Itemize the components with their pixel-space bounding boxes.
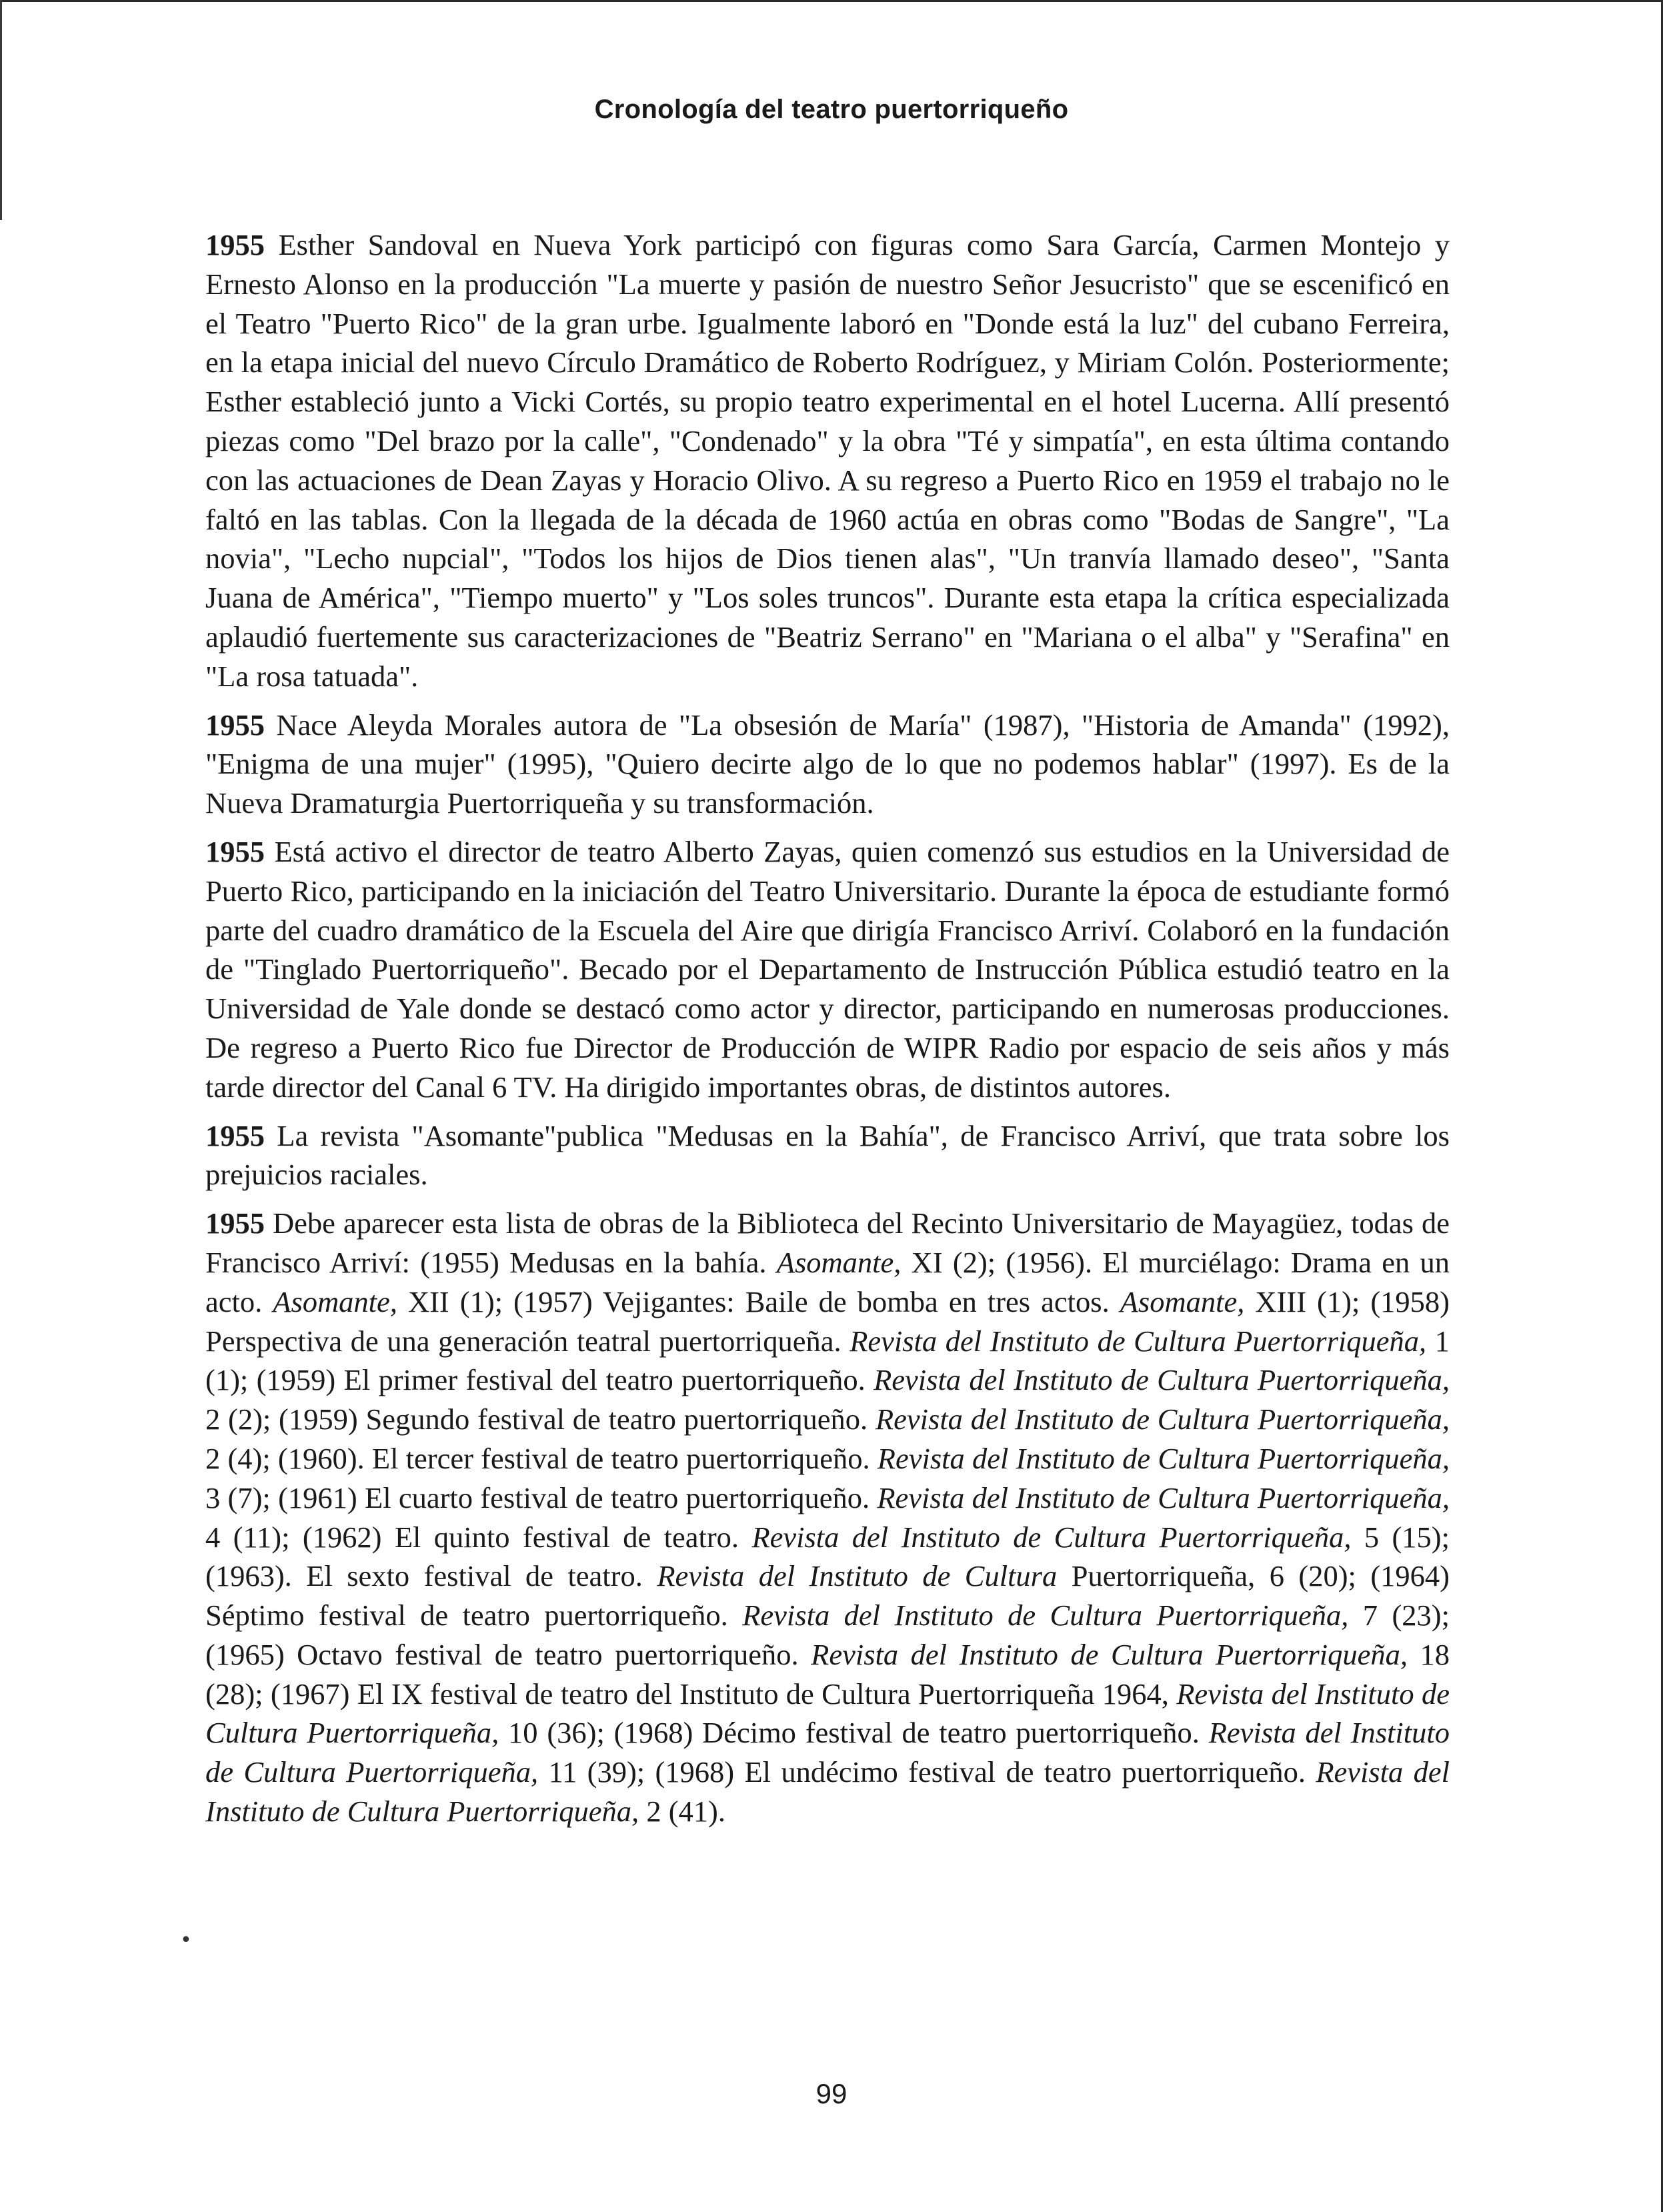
entry-year: 1955 — [205, 228, 265, 261]
entry-text: XIII (1); (1958) Perspectiva de una generación teatral puertorriqueña. — [205, 1284, 1450, 1358]
entry-citation-italic: Revista del Instituto de Cultura Puertorriqueña, — [877, 1480, 1450, 1514]
entry-year: 1955 — [205, 834, 265, 868]
entry-text: Puertorriqueña, 6 (20); (1964) Séptimo festival de teatro puertorriqueño. — [205, 1559, 1450, 1632]
entry-citation-italic: Asomante, — [1120, 1284, 1245, 1318]
entry-citation-italic: Revista del Instituto de Cultura Puertorriqueña, — [751, 1520, 1352, 1554]
entry-text: Está activo el director de teatro Alberto Zayas, quien comenzó sus estudios en la Universidad de Puerto Rico, participando en la iniciación del Teatro Universitario. Durante la época de estudiante formó parte del cuadro dramático de la Escuela del Aire que dirigía Francisco Arriví. Colaboró en la fundación de "Tinglado Puertorriqueño". Becado por el Departamento de Instrucción Pública estudió teatro en la Universidad de Yale donde se destacó como actor y director, participando en numerosas producciones. De regreso a Puerto Rico fue Director de Producción de WIPR Radio por espacio de seis años y más tarde director del Canal 6 TV. Ha dirigido importantes obras, de distintos autores. — [205, 834, 1450, 1104]
entry-text: XI (2); (1956). El murciélago: Drama en un acto. — [205, 1245, 1450, 1318]
entry-text: 1 (1); (1959) El primer festival del teatro puertorriqueño. — [205, 1324, 1450, 1397]
chronology-entry — [205, 1116, 1450, 1195]
entry-text: 2 (4); (1960). El tercer festival de teatro puertorriqueño. — [205, 1441, 878, 1475]
entry-year: 1955 — [205, 1118, 265, 1152]
chronology-entry — [205, 1204, 1450, 1831]
entry-text: 18 (28); (1967) El IX festival de teatro del Instituto de Cultura Puertorriqueña 1964, — [205, 1637, 1450, 1711]
entry-text: 4 (11); (1962) El quinto festival de teatro. — [205, 1520, 752, 1554]
entry-citation-italic: Revista del Instituto de Cultura Puertorriqueña, — [850, 1324, 1427, 1358]
entry-text: 7 (23); (1965) Octavo festival de teatro puertorriqueño. — [205, 1598, 1450, 1671]
entry-citation-italic: Revista del Instituto de Cultura — [657, 1559, 1058, 1593]
entry-text: 10 (36); (1968) Décimo festival de teatro puertorriqueño. — [499, 1716, 1209, 1750]
entry-text: Nace Aleyda Morales autora de "La obsesión de María" (1987), "Historia de Amanda" (1992), "Enigma de una mujer" (1995), "Quiero decirte algo de lo que no podemos hablar" (1997). Es de la Nueva Dramaturgia Puertorriqueña y su transformación. — [205, 708, 1450, 820]
entry-citation-italic: Asomante, — [776, 1245, 902, 1279]
page-header-title: Cronología del teatro puertorriqueño — [594, 95, 1069, 124]
entry-text: XII (1); (1957) Vejigantes: Baile de bomba en tres actos. — [397, 1284, 1120, 1318]
entry-citation-italic: Revista del Instituto de Cultura Puertorriqueña, — [875, 1402, 1450, 1436]
page-number: 99 — [815, 2078, 848, 2109]
entry-citation-italic: Revista del Instituto de Cultura Puertorriqueña, — [877, 1441, 1450, 1475]
entry-text: 3 (7); (1961) El cuarto festival de teatro puertorriqueño. — [205, 1480, 878, 1514]
chronology-entry — [205, 225, 1450, 696]
entry-text: Esther Sandoval en Nueva York participó con figuras como Sara García, Carmen Montejo y Ernesto Alonso en la producción "La muerte y pasión de nuestro Señor Jesucristo" que se escenificó en el Teatro "Puerto Rico" de la gran urbe. Igualmente laboró en "Donde está la luz" del cubano Ferreira, en la etapa inicial del nuevo Círculo Dramático de Roberto Rodríguez, y Miriam Colón. Posteriormente; Esther estableció junto a Vicki Cortés, su propio teatro experimental en el hotel Lucerna. Allí presentó piezas como "Del brazo por la calle", "Condenado" y la obra "Té y simpatía", en esta última contando con las actuaciones de Dean Zayas y Horacio Olivo. A su regreso a Puerto Rico en 1959 el trabajo no le faltó en las tablas. Con la llegada de la década de 1960 actúa en obras como "Bodas de Sangre", "La novia", "Lecho nupcial", "Todos los hijos de Dios tienen alas", "Un tranvía llamado deseo", "Santa Juana de América", "Tiempo muerto" y "Los soles truncos". Durante esta etapa la crítica especializada aplaudió fuertemente sus caracterizaciones de "Beatriz Serrano" en "Mariana o el alba" y "Serafina" en "La rosa tatuada". — [205, 228, 1450, 693]
entry-citation-italic: Revista del Instituto de Cultura Puertorriqueña, — [205, 1755, 1450, 1829]
entry-year: 1955 — [205, 1206, 265, 1240]
entry-citation-italic: Revista del Instituto de Cultura Puertorriqueña, — [874, 1363, 1450, 1397]
chronology-entry — [205, 706, 1450, 823]
entry-citation-italic: Revista del Instituto de Cultura Puertorriqueña, — [205, 1677, 1450, 1750]
entry-text: 2 (41). — [639, 1795, 725, 1829]
entry-text: La revista "Asomante"publica "Medusas en la Bahía", de Francisco Arriví, que trata sobre los prejuicios raciales. — [205, 1118, 1450, 1192]
entry-citation-italic: Revista del Instituto de Cultura Puertorriqueña, — [742, 1598, 1349, 1632]
chronology-entry — [205, 832, 1450, 1107]
entry-citation-italic: Revista del Instituto de Cultura Puertorriqueña, — [205, 1716, 1450, 1789]
entry-text: Debe aparecer esta lista de obras de la Biblioteca del Recinto Universitario de Mayagüez, todas de Francisco Arriví: (1955) Medusas en la bahía. — [205, 1206, 1450, 1279]
entry-text: 11 (39); (1968) El undécimo festival de teatro puertorriqueño. — [538, 1755, 1316, 1789]
chronology-body — [205, 225, 1450, 1841]
entry-text: 5 (15); (1963). El sexto festival de teatro. — [205, 1520, 1450, 1593]
margin-mark: • — [180, 1929, 192, 1952]
entry-citation-italic: Revista del Instituto de Cultura Puertorriqueña, — [811, 1637, 1408, 1671]
entry-year: 1955 — [205, 708, 265, 742]
scan-border-top — [0, 0, 1663, 2]
entry-text: 2 (2); (1959) Segundo festival de teatro puertorriqueño. — [205, 1402, 876, 1436]
entry-citation-italic: Asomante, — [273, 1284, 397, 1318]
